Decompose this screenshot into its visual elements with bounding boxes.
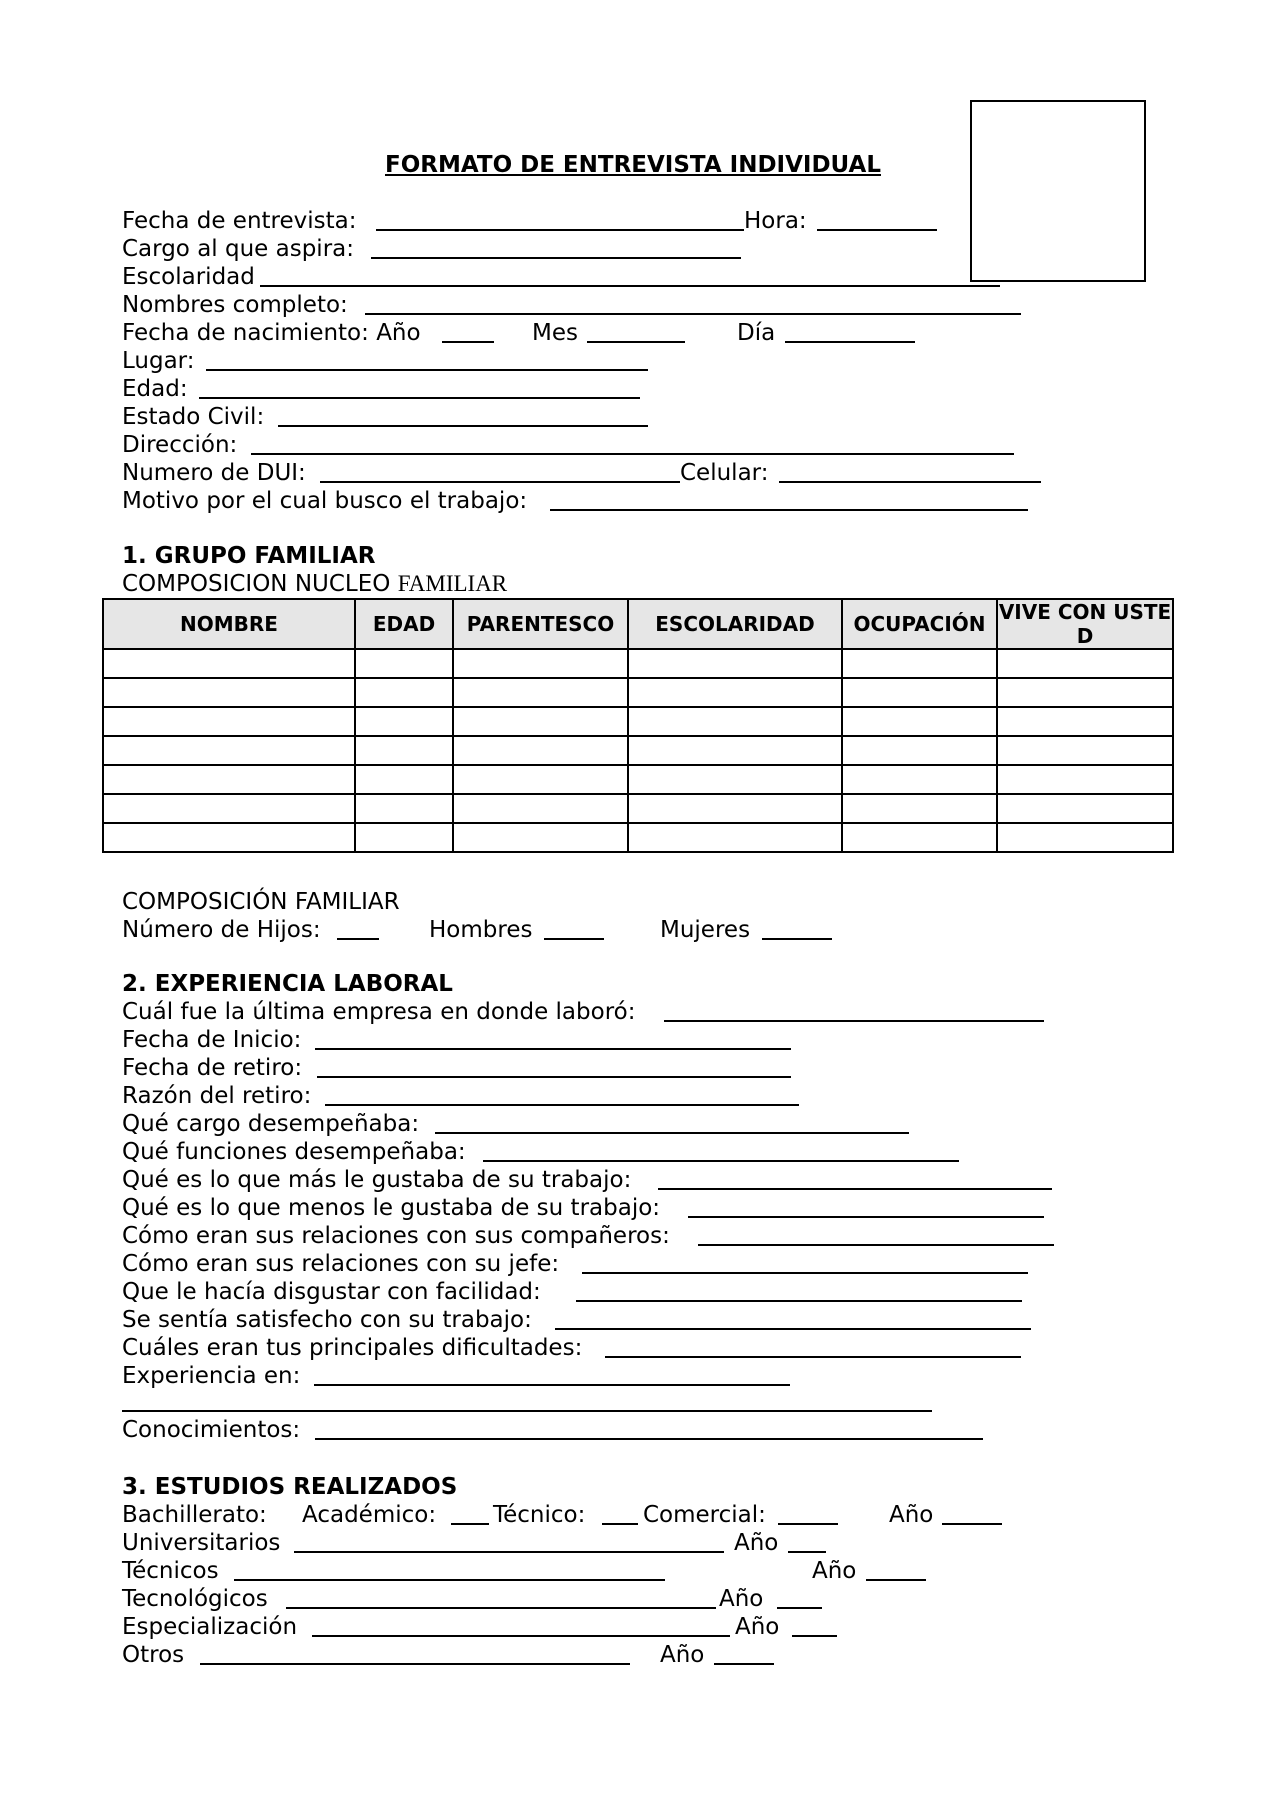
family-table-body	[103, 649, 1173, 852]
table-cell[interactable]	[103, 678, 355, 707]
hora-field[interactable]	[817, 207, 937, 231]
cargo-field[interactable]	[371, 235, 741, 259]
escolaridad-label: Escolaridad	[122, 264, 255, 290]
estado-civil-label: Estado Civil:	[122, 404, 265, 430]
dui-label: Numero de DUI:	[122, 460, 306, 486]
experiencia-field[interactable]	[317, 1054, 791, 1078]
nombres-label: Nombres completo:	[122, 292, 348, 318]
composicion-familiar-label: COMPOSICIÓN FAMILIAR	[122, 889, 400, 915]
otros-field[interactable]	[200, 1641, 630, 1665]
table-cell[interactable]	[453, 794, 628, 823]
table-cell[interactable]	[628, 707, 842, 736]
academico-field[interactable]	[451, 1501, 489, 1525]
fecha-entrevista-label: Fecha de entrevista:	[122, 208, 357, 234]
mes-field[interactable]	[587, 319, 685, 343]
table-cell[interactable]	[355, 707, 453, 736]
dia-label: Día	[737, 320, 776, 346]
especializacion-field[interactable]	[312, 1613, 730, 1637]
otros-anio-label: Año	[660, 1642, 705, 1668]
experiencia-label: Razón del retiro:	[122, 1083, 312, 1109]
table-row	[103, 765, 1173, 794]
nombres-field[interactable]	[365, 291, 1021, 315]
lugar-field[interactable]	[206, 347, 648, 371]
table-cell[interactable]	[997, 765, 1173, 794]
experiencia-field[interactable]	[664, 998, 1044, 1022]
experiencia-field[interactable]	[658, 1166, 1052, 1190]
experiencia-field[interactable]	[688, 1194, 1044, 1218]
table-cell[interactable]	[842, 649, 997, 678]
hijos-label: Número de Hijos:	[122, 917, 321, 943]
table-cell[interactable]	[103, 823, 355, 852]
col-ocupacion: OCUPACIÓN	[842, 599, 997, 649]
experiencia-label: Fecha de Inicio:	[122, 1027, 302, 1053]
experiencia-field[interactable]	[698, 1222, 1054, 1246]
family-table	[102, 598, 1174, 853]
col-edad: EDAD	[355, 599, 453, 649]
universitarios-field[interactable]	[294, 1529, 724, 1553]
table-cell[interactable]	[355, 678, 453, 707]
experiencia-label: Cómo eran sus relaciones con sus compañeros:	[122, 1223, 670, 1249]
table-row	[103, 678, 1173, 707]
tecnologicos-label: Tecnológicos	[122, 1586, 268, 1612]
experiencia-label: Qué es lo que más le gustaba de su trabajo:	[122, 1167, 632, 1193]
table-cell[interactable]	[628, 765, 842, 794]
table-cell[interactable]	[453, 649, 628, 678]
otros-label: Otros	[122, 1642, 185, 1668]
col-vive-con-usted: VIVE CON USTED	[998, 600, 1172, 648]
direccion-label: Dirección:	[122, 432, 238, 458]
table-cell[interactable]	[997, 707, 1173, 736]
hombres-label: Hombres	[429, 917, 533, 943]
experiencia-label: Cuáles eran tus principales dificultades:	[122, 1335, 583, 1361]
direccion-field[interactable]	[251, 431, 1014, 455]
experiencia-field[interactable]	[315, 1026, 791, 1050]
experiencia-field[interactable]	[582, 1250, 1028, 1274]
table-cell[interactable]	[628, 794, 842, 823]
table-cell[interactable]	[103, 736, 355, 765]
tecnicos-label: Técnicos	[122, 1558, 219, 1584]
table-header-row	[103, 599, 1173, 649]
table-cell[interactable]	[842, 736, 997, 765]
cargo-label: Cargo al que aspira:	[122, 236, 354, 262]
table-cell[interactable]	[103, 707, 355, 736]
table-cell[interactable]	[103, 794, 355, 823]
table-cell[interactable]	[453, 823, 628, 852]
familiar-label: FAMILIAR	[397, 571, 508, 596]
experiencia-field[interactable]	[314, 1362, 790, 1386]
table-cell[interactable]	[628, 649, 842, 678]
lugar-label: Lugar:	[122, 348, 195, 374]
table-cell[interactable]	[355, 765, 453, 794]
table-row	[103, 794, 1173, 823]
photo-box	[970, 100, 1146, 282]
table-cell[interactable]	[355, 823, 453, 852]
bachillerato-anio-label: Año	[889, 1502, 934, 1528]
hijos-field[interactable]	[337, 916, 379, 940]
table-cell[interactable]	[997, 823, 1173, 852]
anio-nacimiento-field[interactable]	[442, 319, 494, 343]
experiencia-field[interactable]	[483, 1138, 959, 1162]
otros-anio-field[interactable]	[714, 1641, 774, 1665]
table-cell[interactable]	[842, 823, 997, 852]
tecnologicos-field[interactable]	[286, 1585, 716, 1609]
mes-label: Mes	[532, 320, 578, 346]
table-cell[interactable]	[842, 765, 997, 794]
experiencia-field[interactable]	[555, 1306, 1031, 1330]
table-row	[103, 736, 1173, 765]
table-cell[interactable]	[997, 794, 1173, 823]
hombres-field[interactable]	[544, 916, 604, 940]
col-escolaridad: ESCOLARIDAD	[628, 599, 842, 649]
experiencia-field[interactable]	[325, 1082, 799, 1106]
table-cell[interactable]	[842, 678, 997, 707]
table-cell[interactable]	[628, 678, 842, 707]
universitarios-anio-field[interactable]	[788, 1529, 826, 1553]
table-cell[interactable]	[103, 649, 355, 678]
table-cell[interactable]	[628, 736, 842, 765]
experiencia-label: Fecha de retiro:	[122, 1055, 303, 1081]
bachillerato-label: Bachillerato:	[122, 1502, 267, 1528]
edad-label: Edad:	[122, 376, 188, 402]
celular-field[interactable]	[779, 459, 1041, 483]
table-cell[interactable]	[103, 765, 355, 794]
comercial-label: Comercial:	[643, 1502, 766, 1528]
table-cell[interactable]	[842, 707, 997, 736]
tecnicos-anio-field[interactable]	[866, 1557, 926, 1581]
experiencia-label: Experiencia en:	[122, 1363, 301, 1389]
table-cell[interactable]	[997, 649, 1173, 678]
table-cell[interactable]	[997, 678, 1173, 707]
table-cell[interactable]	[355, 736, 453, 765]
experiencia-extra-field[interactable]	[122, 1388, 932, 1412]
table-cell[interactable]	[453, 736, 628, 765]
especializacion-anio-label: Año	[735, 1614, 780, 1640]
experiencia-field[interactable]	[576, 1278, 1022, 1302]
dia-field[interactable]	[785, 319, 915, 343]
experiencia-label: Se sentía satisfecho con su trabajo:	[122, 1307, 532, 1333]
bachillerato-anio-field[interactable]	[942, 1501, 1002, 1525]
table-cell[interactable]	[628, 823, 842, 852]
experiencia-label: Cuál fue la última empresa en donde laboró:	[122, 999, 636, 1025]
col-parentesco: PARENTESCO	[453, 599, 628, 649]
experiencia-label: Qué cargo desempeñaba:	[122, 1111, 420, 1137]
mujeres-field[interactable]	[762, 916, 832, 940]
universitarios-label: Universitarios	[122, 1530, 281, 1556]
academico-label: Académico:	[302, 1502, 437, 1528]
composicion-nucleo-label: COMPOSICION NUCLEO	[122, 571, 398, 597]
form-title: FORMATO DE ENTREVISTA INDIVIDUAL	[385, 152, 881, 178]
experiencia-label: Que le hacía disgustar con facilidad:	[122, 1279, 541, 1305]
tecnico-field[interactable]	[602, 1501, 638, 1525]
tecnologicos-anio-field[interactable]	[777, 1585, 822, 1609]
dui-field[interactable]	[320, 459, 680, 483]
tecnologicos-anio-label: Año	[719, 1586, 764, 1612]
table-cell[interactable]	[453, 678, 628, 707]
especializacion-label: Especialización	[122, 1614, 298, 1640]
motivo-field[interactable]	[550, 487, 1028, 511]
tecnicos-anio-label: Año	[812, 1558, 857, 1584]
table-cell[interactable]	[997, 736, 1173, 765]
edad-field[interactable]	[199, 375, 640, 399]
table-cell[interactable]	[453, 765, 628, 794]
conocimientos-field[interactable]	[315, 1416, 983, 1440]
table-cell[interactable]	[453, 707, 628, 736]
tecnico-label: Técnico:	[493, 1502, 586, 1528]
conocimientos-label: Conocimientos:	[122, 1417, 301, 1443]
fecha-nacimiento-label: Fecha de nacimiento: Año	[122, 320, 421, 346]
hora-label: Hora:	[744, 208, 807, 234]
col-nombre: NOMBRE	[103, 599, 355, 649]
fecha-entrevista-field[interactable]	[376, 207, 744, 231]
tecnicos-field[interactable]	[234, 1557, 665, 1581]
experiencia-field[interactable]	[435, 1110, 909, 1134]
table-cell[interactable]	[355, 794, 453, 823]
estado-civil-field[interactable]	[278, 403, 648, 427]
table-row	[103, 649, 1173, 678]
experiencia-field[interactable]	[605, 1334, 1021, 1358]
motivo-label: Motivo por el cual busco el trabajo:	[122, 488, 528, 514]
table-cell[interactable]	[355, 649, 453, 678]
especializacion-anio-field[interactable]	[792, 1613, 837, 1637]
table-cell[interactable]	[842, 794, 997, 823]
table-row	[103, 823, 1173, 852]
experiencia-label: Qué funciones desempeñaba:	[122, 1139, 466, 1165]
interview-form-page: FORMATO DE ENTREVISTA INDIVIDUAL Fecha de entrevista: Hora: Cargo al que aspira: Escolaridad Nombres completo: Fecha de nacimiento: Año Mes Día Lugar: Edad: Estado Civil: Dirección: Numero de DUI: Celular: Motivo por el cual busco el trabajo: 1. GRUPO FAMILIAR COMPOSICION NUCLEO FAMILIAR NOMBRE EDAD PARENTESCO ESCOLARIDAD OCUPACIÓN VIVE CON USTED COMPOSICIÓN FAMILIAR Número de Hijos: Hombres Mujeres 2. EXPERIENCIA LABORAL Cuál fue la última empresa en donde laboró: Fecha de Inicio: Fecha de retiro: Razón del retiro: Qué cargo desempeñaba: Qué funciones desempeñaba: Qué es lo que más le gustaba de su trabajo: Qué es lo que menos le gustaba de su trabajo: Cómo eran sus relaciones con sus compañeros: Cómo eran sus relaciones con su jefe: Que le hacía disgustar con facilidad: Se sentía satisfecho con su trabajo: Cuáles eran tus principales dificultades: Experiencia en: Conocimientos: 3. ESTUDIOS REALIZADOS Bachillerato: Académico: Técnico: Comercial: Año Universitarios Año Técnicos Año Tecnológicos Año Especialización Año Otros Año	[0, 0, 1280, 1811]
escolaridad-field[interactable]	[260, 263, 1000, 287]
universitarios-anio-label: Año	[734, 1530, 779, 1556]
celular-label: Celular:	[680, 460, 769, 486]
comercial-field[interactable]	[778, 1501, 838, 1525]
experiencia-label: Qué es lo que menos le gustaba de su trabajo:	[122, 1195, 661, 1221]
table-row	[103, 707, 1173, 736]
mujeres-label: Mujeres	[660, 917, 751, 943]
experiencia-label: Cómo eran sus relaciones con su jefe:	[122, 1251, 560, 1277]
